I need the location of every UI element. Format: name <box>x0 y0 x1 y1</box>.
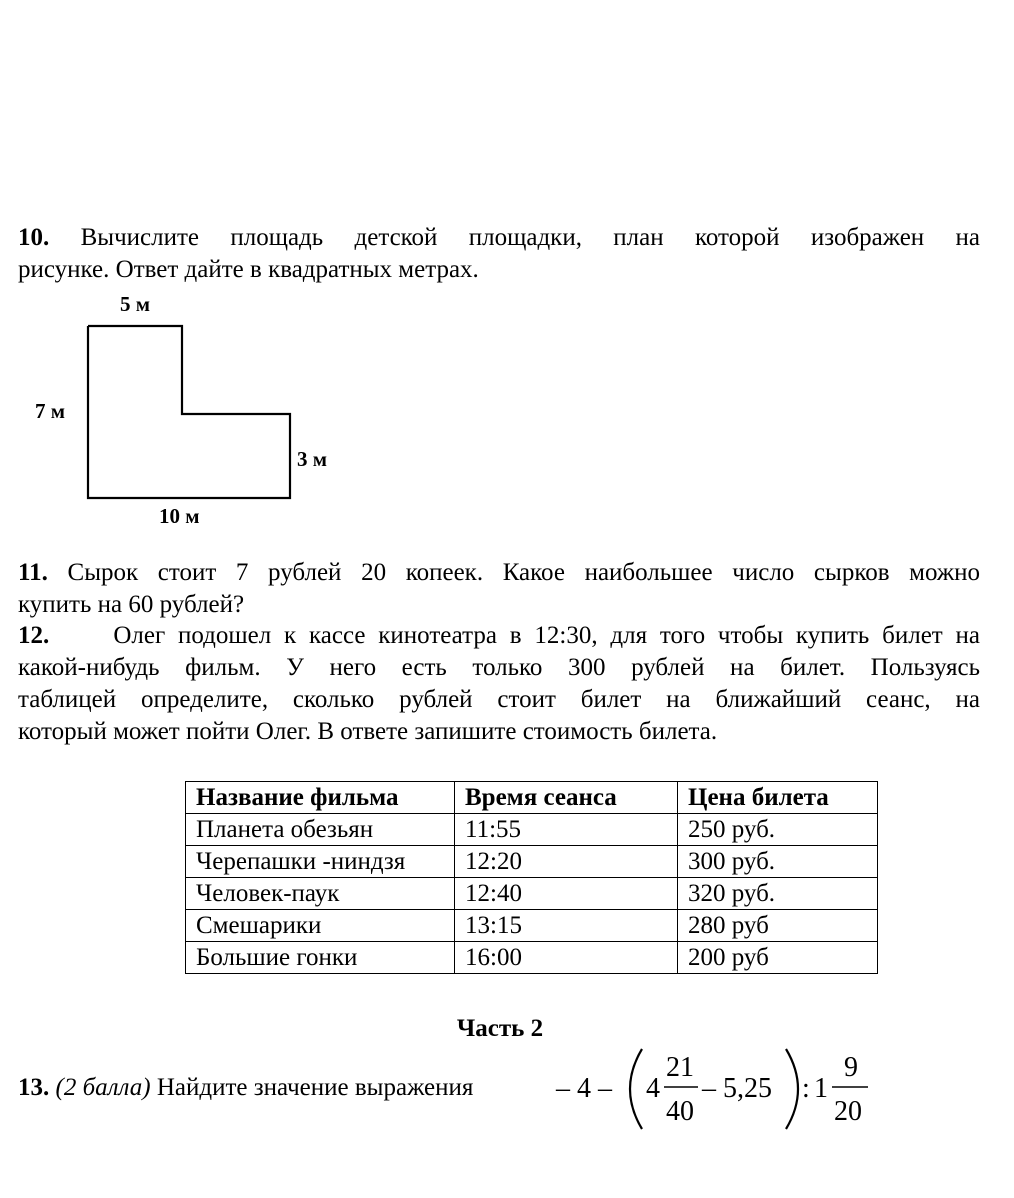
sessions-table <box>185 781 878 974</box>
cell-time: 16:00 <box>455 942 678 974</box>
expr-num-1: 21 <box>666 1052 694 1083</box>
expr-whole-2: 1 <box>814 1073 828 1104</box>
task-11-line-1 <box>18 557 980 589</box>
task-13 <box>18 1072 473 1104</box>
label-top: 5 м <box>120 292 151 316</box>
cell-film: Большие гонки <box>186 942 455 974</box>
cell-price: 200 руб <box>678 942 878 974</box>
table-row <box>186 846 878 878</box>
label-left: 7 м <box>35 399 66 423</box>
task-12 <box>18 620 980 748</box>
cell-price: 320 руб. <box>678 878 878 910</box>
label-right: 3 м <box>297 447 328 471</box>
table-row <box>186 878 878 910</box>
task-11-line-2: купить на 60 рублей? <box>18 591 245 618</box>
task-13-number: 13. <box>18 1074 50 1101</box>
expr-divide: : <box>802 1073 810 1104</box>
cell-film: Человек-паук <box>186 878 455 910</box>
task-11-number: 11. <box>18 559 48 586</box>
task-13-points: (2 балла) <box>55 1074 151 1101</box>
playground-plan-figure <box>20 286 360 536</box>
task-12-line-1 <box>18 620 980 652</box>
table-row <box>186 910 878 942</box>
expr-minus-decimal: – 5,25 <box>702 1073 772 1104</box>
cell-price: 300 руб. <box>678 846 878 878</box>
cell-film: Смешарики <box>186 910 455 942</box>
label-bottom: 10 м <box>159 504 200 528</box>
cell-film: Планета обезьян <box>186 814 455 846</box>
task-13-text: Найдите значение выражения <box>156 1074 474 1101</box>
playground-outline <box>88 326 290 498</box>
task-12-number: 12. <box>18 622 50 649</box>
expr-minus-four: – 4 – <box>556 1073 612 1104</box>
table-row <box>186 942 878 974</box>
cell-time: 13:15 <box>455 910 678 942</box>
task-12-text-1: Олег подошел к кассе кинотеатра в 12:30, для того чтобы купить билет на <box>113 622 981 649</box>
task-12-line-3: таблицей определите, сколько рублей стоит билет на ближайший сеанс, на <box>18 686 980 713</box>
task-11 <box>18 557 980 621</box>
task-10-line-2: рисунке. Ответ дайте в квадратных метрах. <box>18 256 479 283</box>
task-10-text-1: Вычислите площадь детской площадки, план которой изображен на <box>80 224 981 251</box>
part-2-heading: Часть 2 <box>456 1015 544 1042</box>
task-10-number: 10. <box>18 224 50 251</box>
expr-den-2: 20 <box>834 1096 862 1127</box>
header-price: Цена билета <box>678 782 878 814</box>
cell-film: Черепашки -ниндзя <box>186 846 455 878</box>
right-paren <box>786 1049 798 1129</box>
task-12-line-2: какой-нибудь фильм. У него есть только 300 рублей на билет. Пользуясь <box>18 654 980 681</box>
expr-whole-1: 4 <box>646 1073 660 1104</box>
cell-time: 12:20 <box>455 846 678 878</box>
math-expression <box>548 1043 878 1138</box>
cell-time: 11:55 <box>455 814 678 846</box>
table-header-row <box>186 782 878 814</box>
task-10-line-1 <box>18 222 980 254</box>
table-row <box>186 814 878 846</box>
expr-num-2: 9 <box>844 1052 858 1083</box>
cell-price: 280 руб <box>678 910 878 942</box>
header-time: Время сеанса <box>455 782 678 814</box>
header-film: Название фильма <box>186 782 455 814</box>
task-11-text-1: Сырок стоит 7 рублей 20 копеек. Какое наибольшее число сырков можно <box>67 559 980 586</box>
cell-time: 12:40 <box>455 878 678 910</box>
cell-price: 250 руб. <box>678 814 878 846</box>
task-10 <box>18 222 980 286</box>
task-12-line-4: который может пойти Олег. В ответе запишите стоимость билета. <box>18 718 718 745</box>
left-paren <box>630 1049 642 1129</box>
expr-den-1: 40 <box>666 1096 694 1127</box>
